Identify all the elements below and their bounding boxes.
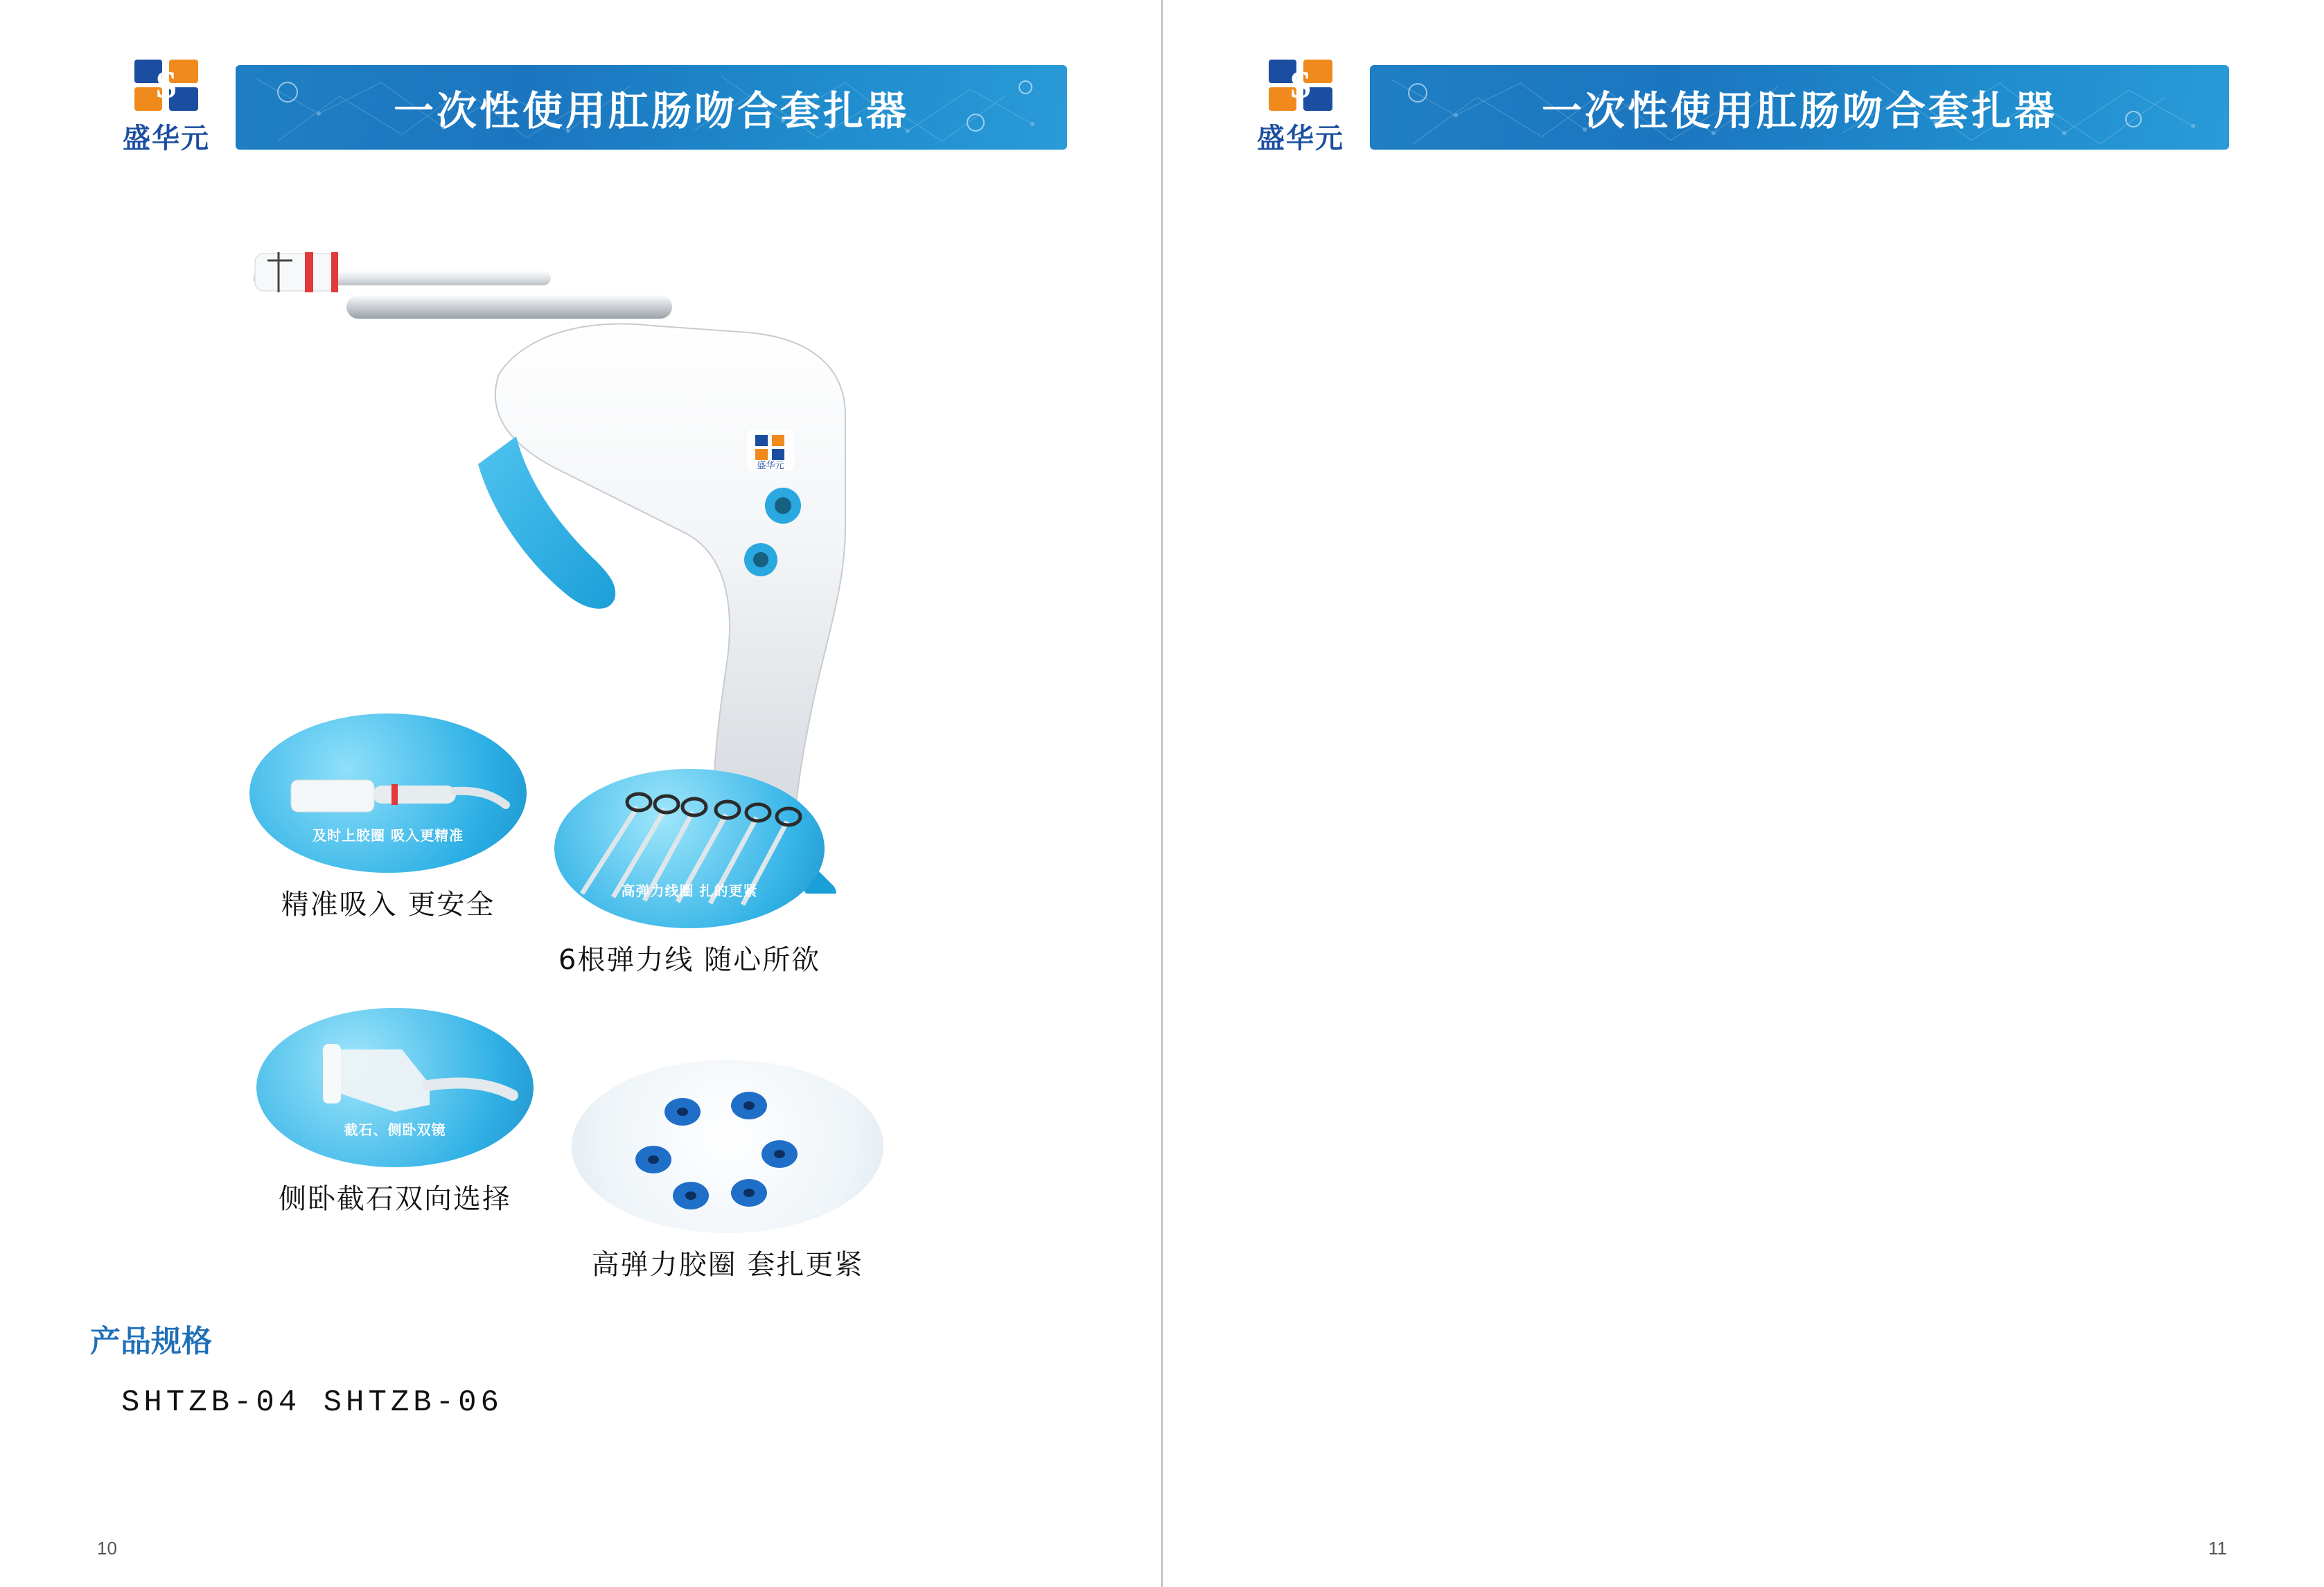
left-page-number: 10 xyxy=(97,1538,117,1559)
feature-3-label: 侧卧截石双向选择 xyxy=(279,1183,511,1215)
logo-mark-icon-right xyxy=(1269,60,1332,111)
spec-heading: 产品规格 xyxy=(90,1324,212,1359)
feature-1-caption: 及时上胶圈 吸入更精准 xyxy=(312,826,464,844)
brand-name-right: 盛华元 xyxy=(1257,122,1344,154)
brand-logo xyxy=(97,48,236,166)
feature-3 xyxy=(256,1008,534,1216)
brand-logo-right xyxy=(1231,48,1370,166)
logo-letter: S xyxy=(155,63,177,107)
feature-1 xyxy=(249,713,527,922)
feature-2-caption: 高弹力线圈 扎的更紧 xyxy=(621,882,758,899)
feature-4 xyxy=(572,1060,883,1282)
right-page-title: 一次性使用肛肠吻合套扎器 xyxy=(1541,87,2057,134)
page-gutter xyxy=(1161,0,1163,1587)
logo-letter-right: S xyxy=(1289,63,1312,107)
feature-4-label: 高弹力胶圈 套扎更紧 xyxy=(591,1249,864,1281)
rubber-bands-icon xyxy=(572,1060,883,1233)
spec-value: SHTZB-04 SHTZB-06 xyxy=(121,1385,503,1420)
suction-head-icon xyxy=(249,713,527,873)
feature-1-image xyxy=(249,713,527,873)
feature-3-image xyxy=(256,1008,534,1167)
feature-2-image xyxy=(554,769,825,928)
feature-2 xyxy=(554,769,825,977)
right-page xyxy=(1162,0,2324,1587)
right-title-bar xyxy=(1370,65,2229,150)
feature-3-caption: 截石、侧卧双镜 xyxy=(344,1121,446,1138)
feature-4-image xyxy=(572,1060,883,1233)
elastic-threads-icon xyxy=(554,769,825,928)
left-title-bar xyxy=(236,65,1067,150)
logo-mark-icon xyxy=(134,60,198,111)
left-header xyxy=(97,48,1067,166)
svg-text:盛华元: 盛华元 xyxy=(757,460,784,470)
anoscope-icon xyxy=(256,1008,534,1167)
brand-name: 盛华元 xyxy=(123,122,210,154)
right-header xyxy=(1231,48,2229,166)
feature-2-label: 6根弹力线 随心所欲 xyxy=(558,944,821,976)
feature-1-label: 精准吸入 更安全 xyxy=(281,889,495,921)
right-page-number: 11 xyxy=(2208,1538,2227,1559)
left-page-title: 一次性使用肛肠吻合套扎器 xyxy=(393,87,909,134)
